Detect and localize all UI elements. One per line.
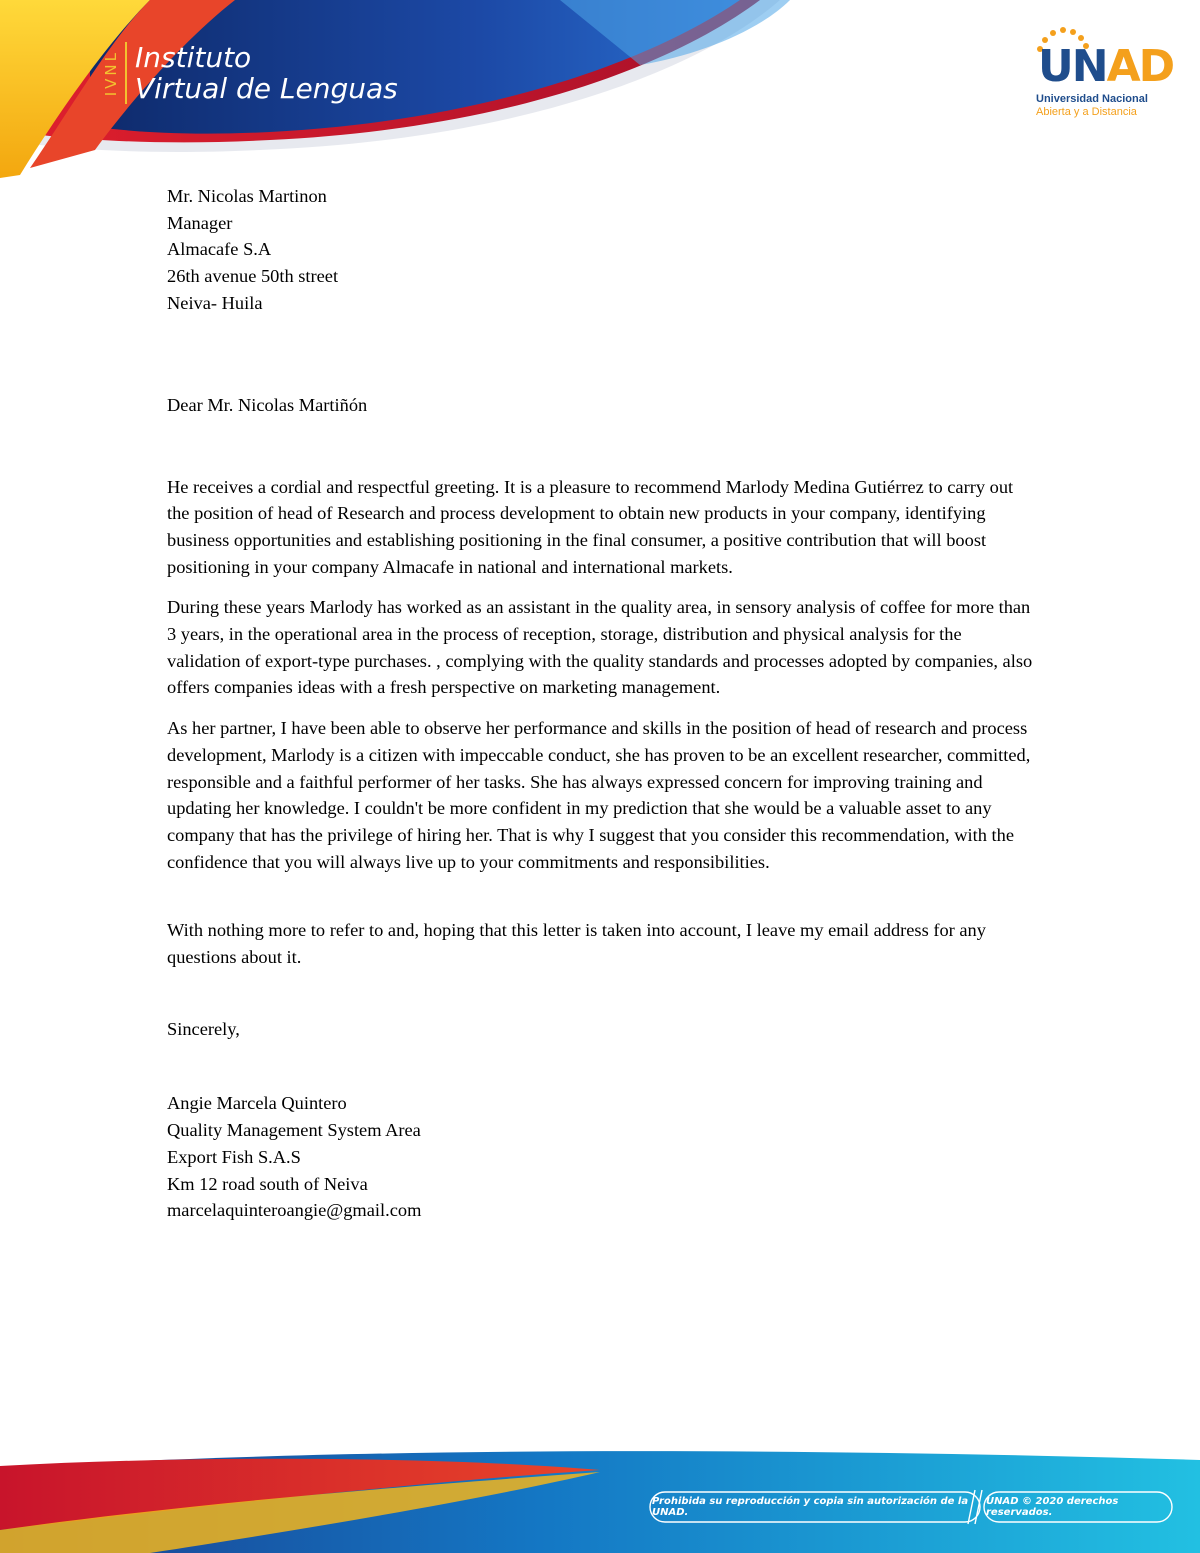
letter-paragraphs xyxy=(167,474,1037,971)
brand-line-2: Virtual de Lenguas xyxy=(135,72,398,105)
recipient-name: Mr. Nicolas Martinon xyxy=(167,186,327,206)
ivl-logo-divider xyxy=(125,42,127,104)
paragraph-1: He receives a cordial and respectful greeting. It is a pleasure to recommend Marlody Medina Gutiérrez to carry out the position of head of Research and process development to obtain new products in your company, identifying business opportunities and establishing positioning in the final consumer, a positive contribution that will boost positioning in your company Almacafe in national and international markets. xyxy=(167,476,1014,577)
unad-wordmark xyxy=(1038,41,1174,92)
unad-logo xyxy=(1030,25,1174,125)
unad-subtitle-2: Abierta y a Distancia xyxy=(1036,106,1137,118)
paragraph-4: With nothing more to refer to and, hoping that this letter is taken into account, I leave my email address for any questions about it. xyxy=(167,920,986,968)
recipient-block xyxy=(167,183,1037,317)
sender-area: Quality Management System Area xyxy=(167,1120,421,1141)
unad-letter-u: U xyxy=(1038,41,1072,92)
recipient-title: Manager xyxy=(167,212,233,233)
sender-name: Angie Marcela Quintero xyxy=(167,1093,347,1114)
recipient-city: Neiva- Huila xyxy=(167,292,263,313)
unad-subtitle-1: Universidad Nacional xyxy=(1036,93,1148,105)
letter-body xyxy=(167,183,1037,1224)
sender-email: marcelaquinteroangie@gmail.com xyxy=(167,1200,422,1221)
ivl-logo-mark: IVNL xyxy=(102,49,120,97)
paragraph-2: During these years Marlody has worked as an assistant in the quality area, in sensory analysis of coffee for more than 3 years, in the operational area in the process of reception, storage, distribution and physical analysis for the validation of export-type purchases. , complying with the quality standards and processes adopted by companies, also offers companies ideas with a fresh perspective on marketing management. xyxy=(167,597,1033,698)
unad-letter-n: N xyxy=(1071,41,1107,92)
brand-line-1: Instituto xyxy=(135,41,252,74)
signature-block xyxy=(167,1090,1037,1224)
sender-company: Export Fish S.A.S xyxy=(167,1146,301,1167)
sender-address: Km 12 road south of Neiva xyxy=(167,1173,368,1194)
footer-copyright-notice: Prohibida su reproducción y copia sin autorización de la UNAD. xyxy=(652,1496,969,1518)
paragraph-3: As her partner, I have been able to observe her performance and skills in the position of head of research and process development, Marlody is a citizen with impeccable conduct, she has proven to be an excellent researcher, committed, responsible and a faithful performer of her tasks. She has always expressed concern for improving training and updating her knowledge. I couldn't be more confident in my prediction that she would be a valuable asset to any company that has the privilege of hiring her. That is why I suggest that you consider this recommendation, with the confidence that you will always live up to your commitments and responsibilities. xyxy=(167,718,1031,872)
recipient-address: 26th avenue 50th street xyxy=(167,266,339,287)
unad-letters-ad: AD xyxy=(1106,41,1174,92)
salutation: Dear Mr. Nicolas Martiñón xyxy=(167,394,368,415)
recipient-company: Almacafe S.A xyxy=(167,239,272,260)
ivl-logo-text xyxy=(135,42,398,104)
ivl-logo xyxy=(104,42,398,104)
closing: Sincerely, xyxy=(167,1018,240,1039)
footer-rights-notice: UNAD © 2020 derechos reservados. xyxy=(986,1496,1119,1518)
